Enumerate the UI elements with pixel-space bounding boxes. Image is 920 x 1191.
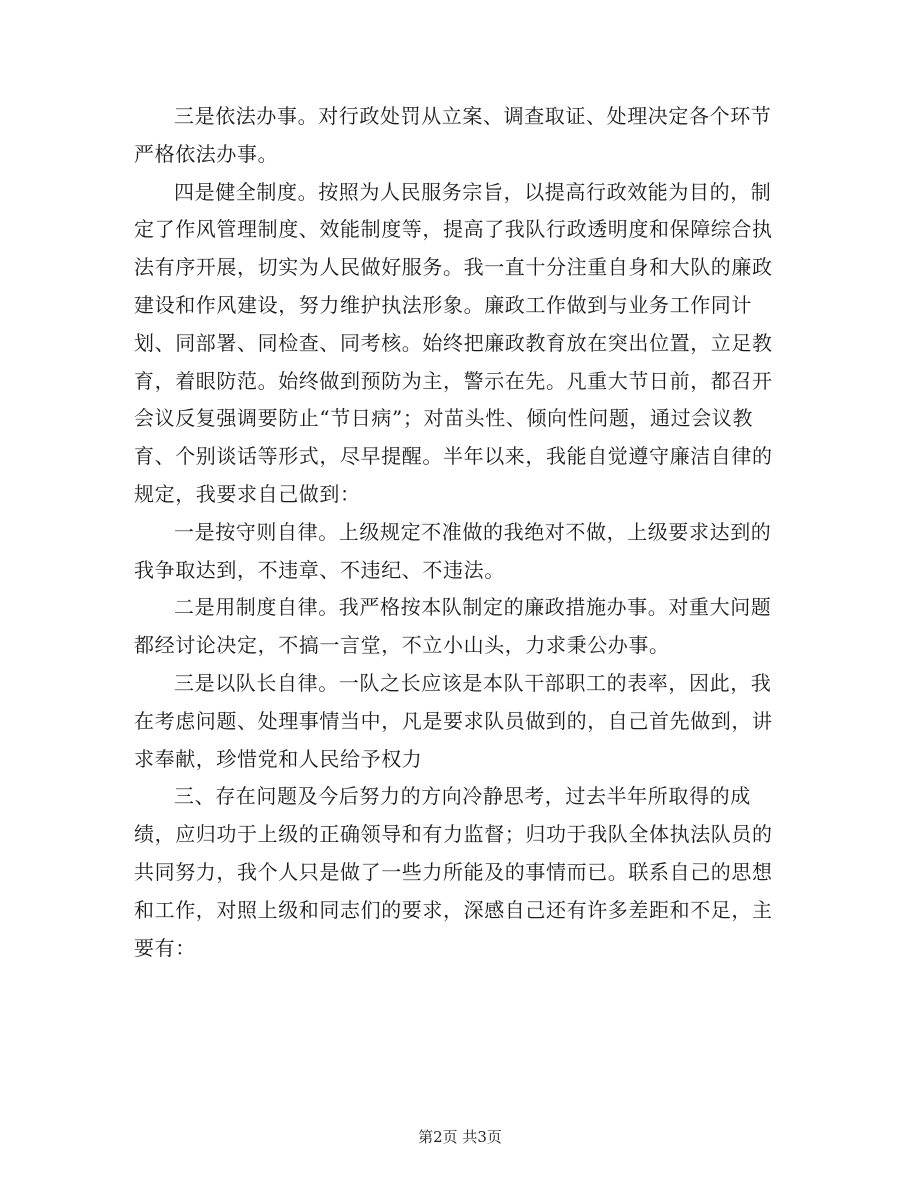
paragraph-problems-and-direction: 三、存在问题及今后努力的方向冷静思考，过去半年所取得的成绩，应归功于上级的正确领导和有力监督；归功于我队全体执法队员的共同努力，我个人只是做了一些力所能及的事情而已。联系自己的思想和工作，对照上级和同志们的要求，深感自己还有许多差距和不足，主要有： [134, 784, 773, 960]
page-number-footer: 第2页 共3页 [418, 1128, 502, 1146]
paragraph-self-discipline-rules: 一是按守则自律。上级规定不准做的我绝对不做，上级要求达到的我争取达到，不违章、不违纪、不违法。 [134, 519, 772, 582]
paragraph-self-discipline-leader: 三是以队长自律。一队之长应该是本队干部职工的表率，因此，我在考虑问题、处理事情当中，凡是要求队员做到的，自己首先做到，讲求奉献，珍惜党和人民给予权力 [134, 670, 773, 771]
document-body [134, 98, 786, 967]
paragraph-law-based-handling: 三是依法办事。对行政处罚从立案、调查取证、处理决定各个环节严格依法办事。 [134, 104, 772, 166]
paragraph-system-improvement: 四是健全制度。按照为人民服务宗旨，以提高行政效能为目的，制定了作风管理制度、效能制度等，提高了我队行政透明度和保障综合执法有序开展，切实为人民做好服务。我一直十分注重自身和大队的廉政建设和作风建设，努力维护执法形象。廉政工作做到与业务工作同计划、同部署、同检查、同考核。始终把廉政教育放在突出位置，立足教育，着眼防范。始终做到预防为主，警示在先。凡重大节日前，都召开会议反复强调要防止“节日病”；对苗头性、倾向性问题，通过会议教育、个别谈话等形式，尽早提醒。半年以来，我能自觉遵守廉洁自律的规定，我要求自己做到： [134, 179, 773, 506]
paragraph-self-discipline-system: 二是用制度自律。我严格按本队制定的廉政措施办事。对重大问题都经讨论决定，不搞一言堂，不立小山头，力求秉公办事。 [134, 595, 772, 658]
